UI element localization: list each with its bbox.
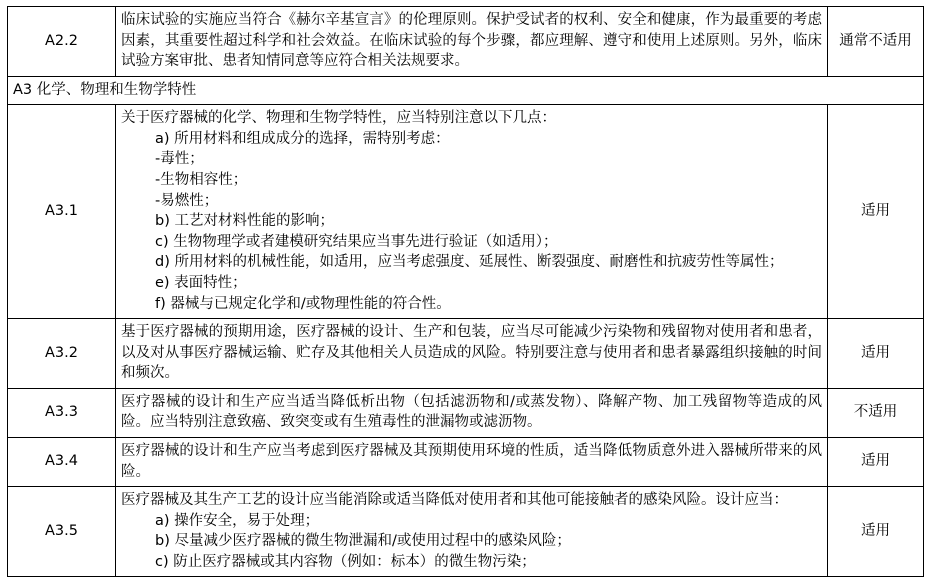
requirement-subitem: a) 操作安全，易于处理； — [155, 512, 320, 529]
applicability-value: 通常不适用 — [828, 7, 924, 77]
requirement-subitem: b) 尽量减少医疗器械的微生物泄漏和/或使用过程中的感染风险； — [155, 533, 571, 550]
applicability-value: 适用 — [828, 437, 924, 486]
requirement-id: A3.3 — [8, 388, 116, 437]
requirement-body — [116, 105, 828, 319]
requirement-subitem: -易燃性； — [155, 192, 219, 209]
applicability-value: 适用 — [828, 105, 924, 319]
requirement-body — [116, 319, 828, 389]
requirement-body — [116, 437, 828, 486]
section-title: A3 化学、物理和生物学特性 — [8, 76, 924, 105]
requirement-body — [116, 487, 828, 577]
requirement-subitem: e) 表面特性； — [155, 274, 247, 291]
requirement-subitem: b) 工艺对材料性能的影响； — [155, 213, 334, 230]
requirement-body — [116, 7, 828, 77]
requirements-table — [7, 6, 924, 577]
table-row — [8, 105, 924, 319]
requirement-paragraph: 医疗器械及其生产工艺的设计应当能消除或适当降低对使用者和其他可能接触者的感染风险。设计应当： — [121, 492, 788, 509]
requirement-id: A3.2 — [8, 319, 116, 389]
requirement-paragraph: 关于医疗器械的化学、物理和生物学特性，应当特别注意以下几点： — [121, 110, 556, 127]
requirement-id: A3.1 — [8, 105, 116, 319]
requirement-subitem: -毒性； — [155, 151, 204, 168]
table-row — [8, 487, 924, 577]
requirement-body — [116, 388, 828, 437]
requirement-paragraph: 医疗器械的设计和生产应当考虑到医疗器械及其预期使用环境的性质，适当降低物质意外进入器械所带来的风险。 — [121, 442, 822, 480]
requirement-subitem: -生物相容性； — [155, 172, 248, 189]
table-row — [8, 388, 924, 437]
requirement-paragraph: 基于医疗器械的预期用途，医疗器械的设计、生产和包装，应当尽可能减少污染物和残留物对使用者和患者，以及对从事医疗器械运输、贮存及其他相关人员造成的风险。特别要注意与使用者和患者暴露组织接触的时间和频次。 — [121, 324, 822, 382]
table-row — [8, 319, 924, 389]
table-row-section — [8, 76, 924, 105]
requirement-subitem: c) 生物物理学或者建模研究结果应当事先进行验证（如适用）； — [155, 233, 558, 250]
requirement-paragraph: 医疗器械的设计和生产应当适当降低析出物（包括滤沥物和/或蒸发物）、降解产物、加工残留物等造成的风险。应当特别注意致癌、致突变或有生殖毒性的泄漏物或滤沥物。 — [121, 393, 822, 431]
table-row — [8, 437, 924, 486]
requirement-subitem: d) 所用材料的机械性能，如适用，应当考虑强度、延展性、断裂强度、耐磨性和抗疲劳性等属性； — [155, 254, 784, 271]
applicability-value: 不适用 — [828, 388, 924, 437]
requirement-subitem: f) 器械与已规定化学和/或物理性能的符合性。 — [155, 295, 451, 312]
applicability-value: 适用 — [828, 319, 924, 389]
requirement-id: A2.2 — [8, 7, 116, 77]
table-row — [8, 7, 924, 77]
requirement-id: A3.5 — [8, 487, 116, 577]
applicability-value: 适用 — [828, 487, 924, 577]
requirement-id: A3.4 — [8, 437, 116, 486]
requirement-subitem: c) 防止医疗器械或其内容物（例如：标本）的微生物污染； — [155, 553, 536, 570]
requirement-paragraph: 临床试验的实施应当符合《赫尔辛基宣言》的伦理原则。保护受试者的权利、安全和健康，作为最重要的考虑因素，其重要性超过科学和社会效益。在临床试验的每个步骤，都应理解、遵守和使用上述原则。另外，临床试验方案审批、患者知情同意等应符合相关法规要求。 — [121, 12, 822, 70]
requirement-subitem: a) 所用材料和组成成分的选择，需特别考虑： — [155, 130, 450, 147]
